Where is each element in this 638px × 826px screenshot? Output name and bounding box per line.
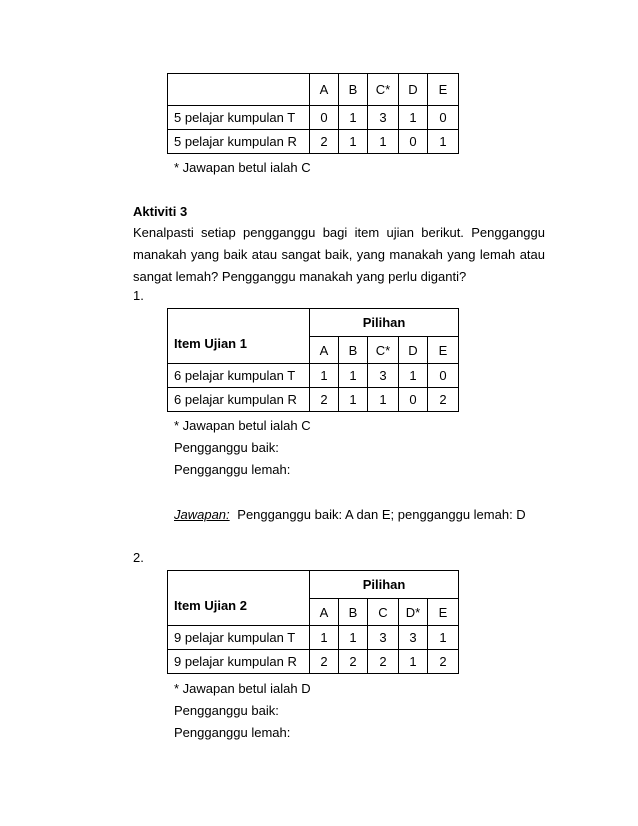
row-label: 5 pelajar kumpulan T (168, 106, 310, 130)
answer-note: * Jawapan betul ialah D (174, 681, 311, 696)
item-number: 1. (133, 288, 144, 303)
table-cell: 1 (339, 364, 368, 388)
table-cell: 2 (368, 650, 399, 674)
table-cell: 3 (399, 626, 428, 650)
table-cell: 1 (339, 130, 368, 154)
table-header-row (168, 74, 459, 106)
item-table (167, 570, 459, 674)
table-cell: 1 (339, 626, 368, 650)
table-cell: 3 (368, 626, 399, 650)
header-cell: A (310, 337, 339, 364)
table-cell: 3 (368, 106, 399, 130)
item-number: 2. (133, 550, 144, 565)
answer-label: Jawapan: (174, 507, 230, 522)
table-row (168, 364, 459, 388)
top-table (167, 73, 459, 154)
header-cell: E (428, 74, 459, 106)
header-cell: A (310, 599, 339, 626)
table-cell: 2 (339, 650, 368, 674)
table-cell: 1 (368, 388, 399, 412)
table-header-row (168, 571, 459, 599)
table-cell: 2 (310, 650, 339, 674)
table-cell: 1 (428, 130, 459, 154)
header-cell: B (339, 74, 368, 106)
header-cell: C* (368, 337, 399, 364)
answer-note: * Jawapan betul ialah C (174, 418, 311, 433)
header-cell: D (399, 337, 428, 364)
pilihan-header: Pilihan (310, 571, 459, 599)
answer-line (174, 507, 526, 522)
table-row (168, 130, 459, 154)
item-table (167, 308, 459, 412)
item-label: Item Ujian 1 (168, 309, 310, 364)
header-cell: C (368, 599, 399, 626)
table-cell: 0 (399, 130, 428, 154)
answer-text: Pengganggu baik: A dan E; pengganggu lemah: D (237, 507, 526, 522)
table-row (168, 626, 459, 650)
table-cell: 0 (399, 388, 428, 412)
table-cell: 0 (310, 106, 339, 130)
row-label: 9 pelajar kumpulan T (168, 626, 310, 650)
table-cell: 1 (339, 106, 368, 130)
header-cell: D (399, 74, 428, 106)
header-cell: D* (399, 599, 428, 626)
good-distractor-label: Pengganggu baik: (174, 703, 279, 718)
header-cell: E (428, 599, 459, 626)
table-cell: 2 (428, 388, 459, 412)
table-cell: 2 (310, 388, 339, 412)
table-cell: 3 (368, 364, 399, 388)
empty-header-cell (168, 74, 310, 106)
row-label: 6 pelajar kumpulan R (168, 388, 310, 412)
good-distractor-label: Pengganggu baik: (174, 440, 279, 455)
table-row (168, 106, 459, 130)
table-row (168, 650, 459, 674)
row-label: 5 pelajar kumpulan R (168, 130, 310, 154)
header-cell: C* (368, 74, 399, 106)
weak-distractor-label: Pengganggu lemah: (174, 462, 291, 477)
activity-instruction: Kenalpasti setiap pengganggu bagi item ujian berikut. Pengganggu manakah yang baik atau sangat baik, yang manakah yang lemah atau sangat lemah? Pengganggu manakah yang perlu diganti? (133, 225, 545, 284)
table-cell: 1 (339, 388, 368, 412)
header-cell: A (310, 74, 339, 106)
activity-title: Aktiviti 3 (133, 204, 188, 219)
table-cell: 1 (399, 364, 428, 388)
table-cell: 1 (399, 650, 428, 674)
table-header-row (168, 309, 459, 337)
header-cell: B (339, 599, 368, 626)
row-label: 6 pelajar kumpulan T (168, 364, 310, 388)
table-cell: 0 (428, 364, 459, 388)
table-cell: 2 (310, 130, 339, 154)
table-cell: 1 (368, 130, 399, 154)
table-cell: 1 (310, 364, 339, 388)
row-label: 9 pelajar kumpulan R (168, 650, 310, 674)
weak-distractor-label: Pengganggu lemah: (174, 725, 291, 740)
table-cell: 0 (428, 106, 459, 130)
table-cell: 1 (399, 106, 428, 130)
table-cell: 2 (428, 650, 459, 674)
table-cell: 1 (310, 626, 339, 650)
answer-note: * Jawapan betul ialah C (174, 160, 311, 175)
header-cell: E (428, 337, 459, 364)
pilihan-header: Pilihan (310, 309, 459, 337)
table-row (168, 388, 459, 412)
header-cell: B (339, 337, 368, 364)
item-label: Item Ujian 2 (168, 571, 310, 626)
table-cell: 1 (428, 626, 459, 650)
